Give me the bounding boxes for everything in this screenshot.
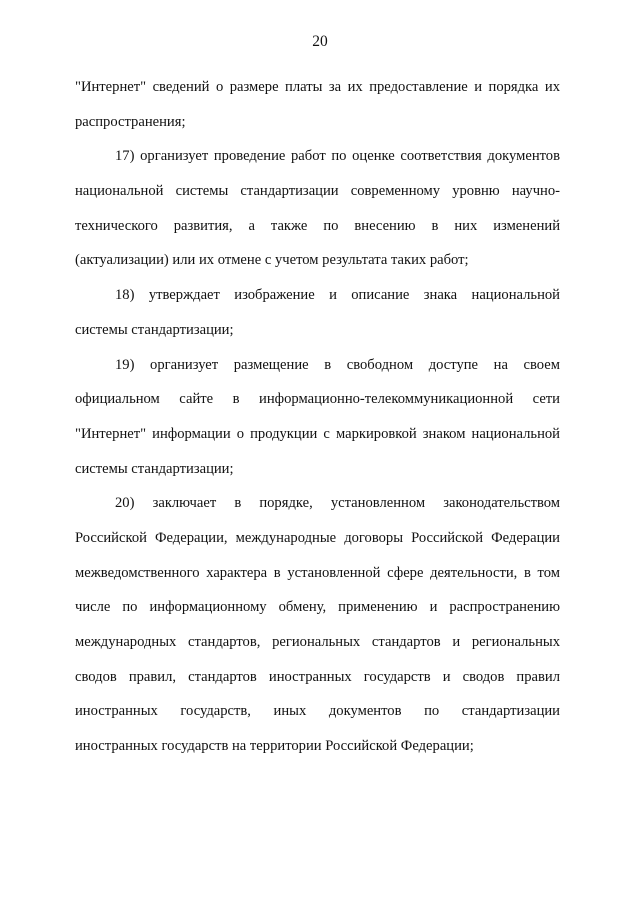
text-line: иностранных государств, иных документов по стандартизации [75, 703, 560, 720]
text-line: официальном сайте в информационно-телекоммуникационной сети [75, 391, 560, 408]
paragraph-20-first-line: 20) заключает в порядке, установленном законодательством [115, 495, 560, 512]
text-line: системы стандартизации; [75, 460, 234, 477]
text-line: распространения; [75, 113, 186, 130]
text-line: числе по информационному обмену, применению и распространению [75, 599, 560, 616]
paragraph-17-first-line: 17) организует проведение работ по оценке соответствия документов [115, 148, 560, 165]
paragraph-18-first-line: 18) утверждает изображение и описание знака национальной [115, 287, 560, 304]
text-line: межведомственного характера в установленной сфере деятельности, в том [75, 564, 560, 581]
text-line: национальной системы стандартизации современному уровню научно- [75, 183, 560, 200]
paragraph-19-first-line: 19) организует размещение в свободном доступе на своем [115, 356, 560, 373]
text-line: системы стандартизации; [75, 321, 234, 338]
page-number: 20 [312, 33, 328, 50]
text-line: "Интернет" сведений о размере платы за их предоставление и порядка их [75, 79, 560, 95]
text-line: Российской Федерации, международные договоры Российской Федерации [75, 529, 560, 546]
text-line: международных стандартов, региональных стандартов и региональных [75, 634, 560, 650]
text-line: технического развития, а также по внесению в них изменений [75, 217, 560, 234]
text-line: "Интернет" информации о продукции с маркировкой знаком национальной [75, 425, 560, 442]
text-line: сводов правил, стандартов иностранных государств и сводов правил [75, 668, 560, 685]
text-line: (актуализации) или их отмене с учетом результата таких работ; [75, 252, 469, 269]
document-body [75, 70, 560, 764]
text-line: иностранных государств на территории Российской Федерации; [75, 738, 474, 755]
